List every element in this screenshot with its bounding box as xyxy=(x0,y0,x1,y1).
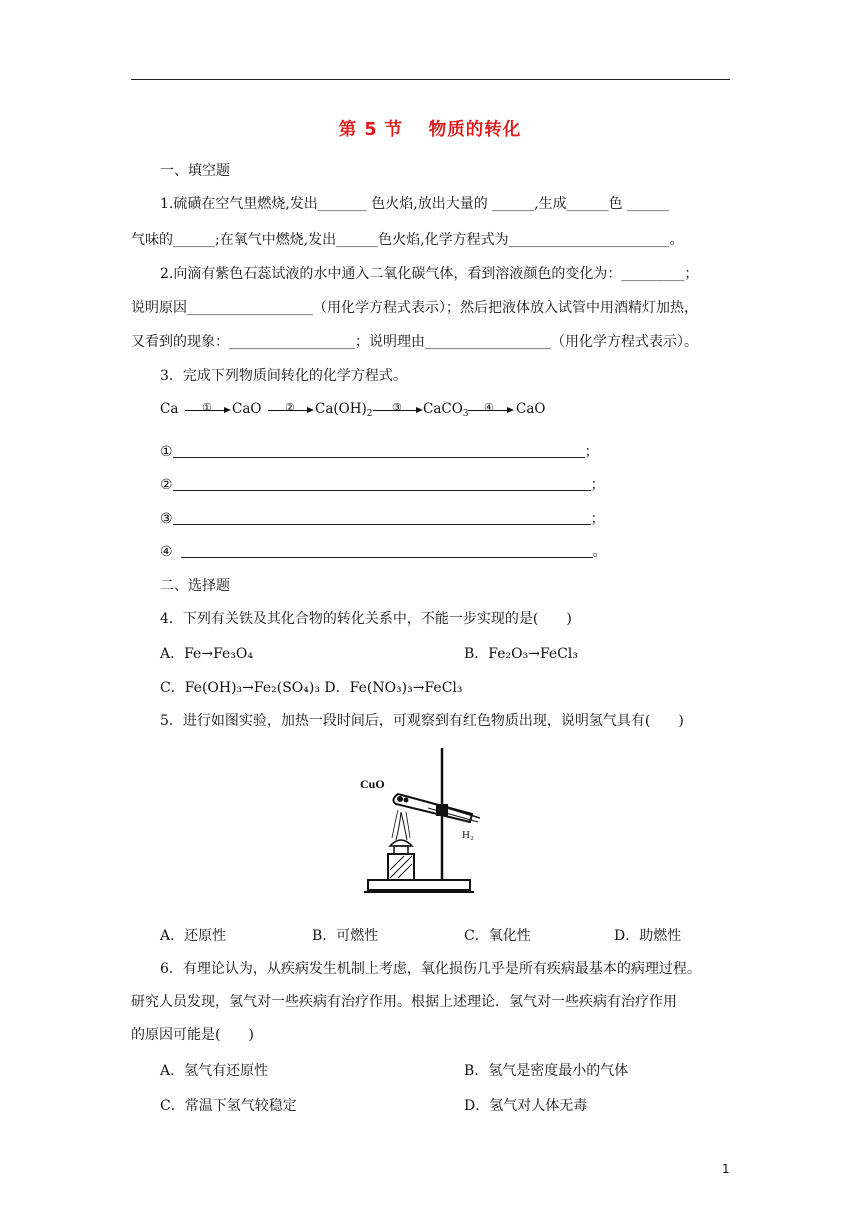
hydrogen-reduction-apparatus-figure xyxy=(350,742,480,897)
answer-blank-4[interactable] xyxy=(181,556,593,558)
chain-cao: CaO xyxy=(232,401,262,417)
q1-line1: 1.硫磺在空气里燃烧,发出_______ 色火焰,放出大量的 ______,生成______色 ______ xyxy=(160,196,670,212)
q2-line3: 又看到的现象：__________________；说明理由__________________（用化学方程式表示）。 xyxy=(131,334,698,350)
q5-text: 5．进行如图实验，加热一段时间后，可观察到有红色物质出现，说明氢气具有( ) xyxy=(160,713,684,729)
q4-option-b[interactable]: B．Fe₂O₃→FeCl₃ xyxy=(464,646,578,662)
answer-row-3: ③ ； xyxy=(160,511,605,527)
q6-line1: 6．有理论认为，从疾病发生机制上考虑，氧化损伤几乎是所有疾病最基本的病理过程。 xyxy=(160,961,701,977)
section-choice-heading: 二、选择题 xyxy=(160,578,230,594)
section-fill-heading: 一、填空题 xyxy=(160,163,230,179)
page-title: 第 5 节 物质的转化 xyxy=(338,120,522,140)
answer-row-1: ① ； xyxy=(160,444,599,460)
q5-option-c[interactable]: C．氧化性 xyxy=(464,928,531,944)
step-3: ③ xyxy=(392,401,402,414)
q6-option-b[interactable]: B．氢气是密度最小的气体 xyxy=(464,1063,629,1079)
chain-caoh2: $Ca(OH)_2$ xyxy=(315,401,373,419)
q2-line2: 说明原因__________________（用化学方程式表示）；然后把液体放入试管中用酒精灯加热， xyxy=(131,300,698,316)
answer-row-4: ④ 。 xyxy=(160,544,607,560)
q6-line2: 研究人员发现，氢气对一些疾病有治疗作用。根据上述理论．氢气对一些疾病有治疗作用 xyxy=(131,994,677,1010)
q5-option-b[interactable]: B．可燃性 xyxy=(312,928,379,944)
q6-option-d[interactable]: D．氢气对人体无毒 xyxy=(464,1098,588,1114)
chain-cao-final: CaO xyxy=(516,401,546,417)
q4-option-a[interactable]: A．Fe→Fe₃O₄ xyxy=(160,646,254,662)
answer-blank-2[interactable] xyxy=(173,489,591,491)
q6-line3: 的原因可能是( ) xyxy=(131,1027,254,1043)
q3-text: 3．完成下列物质间转化的化学方程式。 xyxy=(160,368,407,384)
step-4: ④ xyxy=(484,401,494,414)
q5-option-d[interactable]: D．助燃性 xyxy=(614,928,682,944)
page-number: 1 xyxy=(722,1162,730,1176)
q2-line1: 2.向滴有紫色石蕊试液的水中通入二氧化碳气体，看到溶液颜色的变化为：_________； xyxy=(160,266,699,282)
q6-option-a[interactable]: A．氢气有还原性 xyxy=(160,1063,269,1079)
q5-option-a[interactable]: A．还原性 xyxy=(160,928,227,944)
answer-row-2: ② ； xyxy=(160,477,605,493)
step-1: ① xyxy=(202,401,212,414)
answer-blank-1[interactable] xyxy=(173,456,585,458)
q4-text: 4．下列有关铁及其化合物的转化关系中，不能一步实现的是( ) xyxy=(160,611,572,627)
answer-blank-3[interactable] xyxy=(173,523,591,525)
label-cuo: CuO xyxy=(360,777,385,791)
header-rule xyxy=(131,79,730,80)
chain-caco3: CaCO$_3$ xyxy=(423,401,469,419)
chain-ca: Ca xyxy=(160,401,179,417)
q6-option-c[interactable]: C．常温下氢气较稳定 xyxy=(160,1098,297,1114)
q1-line2: 气味的______;在氧气中燃烧,发出______色火焰,化学方程式为_______________________。 xyxy=(131,232,684,248)
q4-option-cd[interactable]: C．Fe(OH)₃→Fe₂(SO₄)₃ D．Fe(NO₃)₃→FeCl₃ xyxy=(160,680,463,696)
step-2: ② xyxy=(285,401,295,414)
label-h2: H₂ xyxy=(462,829,474,841)
